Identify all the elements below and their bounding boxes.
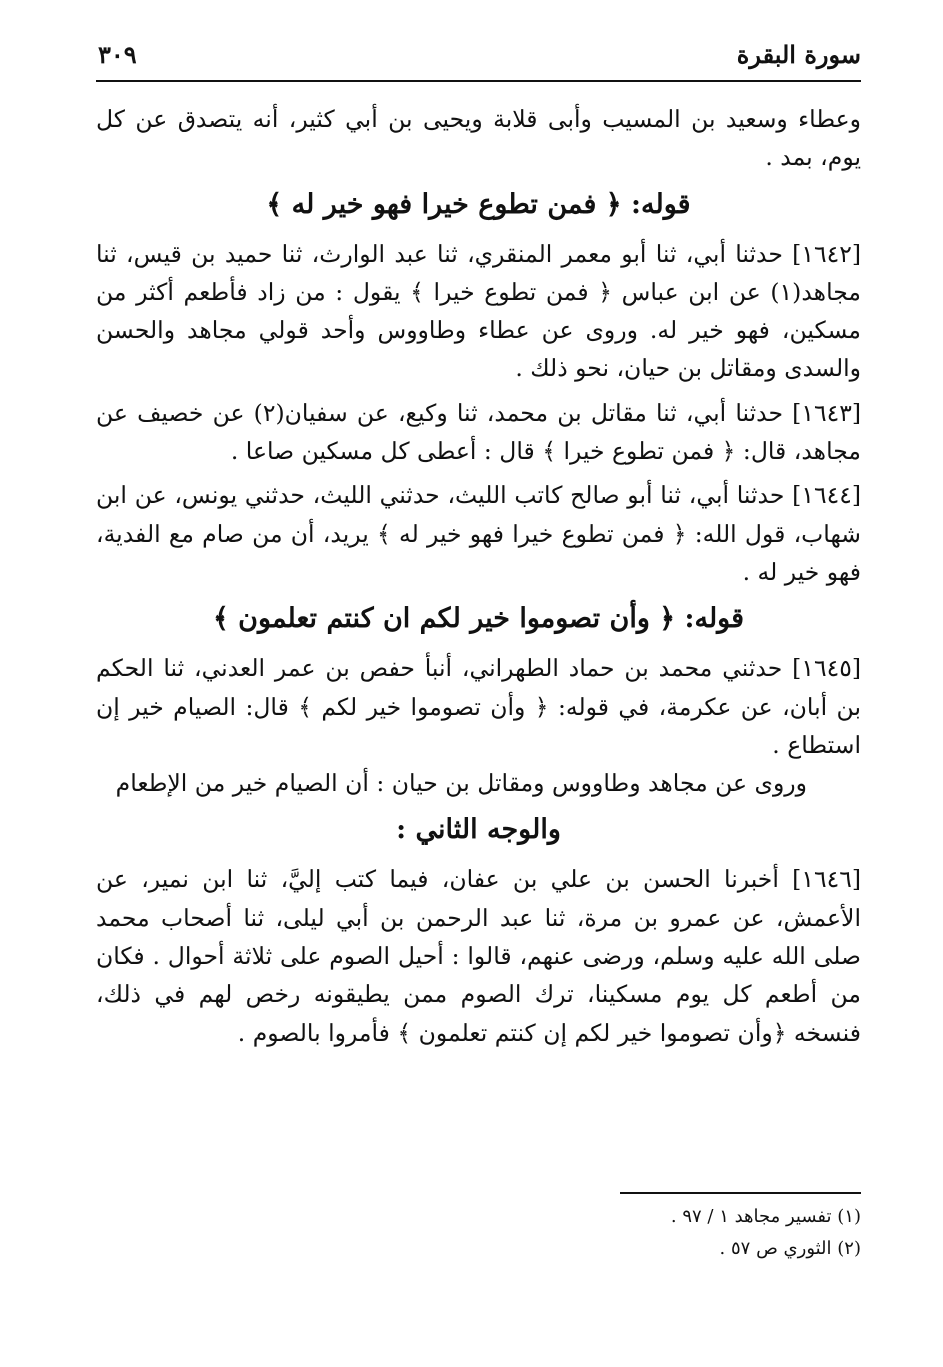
- hadith-1645: [١٦٤٥] حدثني محمد بن حماد الطهراني، أنبأ حفص بن عمر العدني، ثنا الحكم بن أبان، عن عكرمة، في قوله: ﴿ وأن تصوموا خير لكم ﴾ قال: الصيام خير إن استطاع .: [96, 654, 861, 759]
- hadith-1646: [١٦٤٦] أخبرنا الحسن بن علي بن عفان، فيما كتب إليَّ، ثنا ابن نمير، عن الأعمش، عن عمرو بن مرة، ثنا عبد الرحمن بن أبي ليلى، ثنا أصحاب محمد صلى الله عليه وسلم، ورضى عنهم، قالوا : أحيل الصوم على ثلاثة أحوال . فكان من أطعم كل يوم مسكينا، ترك الصوم ممن يطيقونه رخص لهم في ذلك، فنسخه ﴿وأن تصوموا خير لكم إن كنتم تعلمون ﴾ فأمروا بالصوم .: [96, 865, 861, 1047]
- hadith-1644: [١٦٤٤] حدثنا أبي، ثنا أبو صالح كاتب الليث، حدثني الليث، حدثني يونس، عن ابن شهاب، قول الله: ﴿ فمن تطوع خيرا فهو خير له ﴾ يريد، أن من صام مع الفدية، فهو خير له .: [96, 481, 861, 586]
- paragraph-riwaya: وروى عن مجاهد وطاووس ومقاتل بن حيان : أن الصيام خير من الإطعام: [115, 769, 807, 798]
- paragraph-intro: وعطاء وسعيد بن المسيب وأبى قلابة ويحيى بن أبي كثير، أنه يتصدق عن كل يوم، بمد .: [96, 105, 861, 172]
- footnote-1: (١) تفسير مجاهد ١ / ٩٧ .: [670, 1206, 861, 1227]
- page-header: [96, 38, 861, 78]
- heading-verse-1: قوله: ﴿ فمن تطوع خيرا فهو خير له ﴾: [266, 188, 691, 220]
- page-number: ٣٠٩: [98, 40, 137, 69]
- surah-title: سورة البقرة: [736, 40, 861, 69]
- heading-second-aspect: والوجه الثاني :: [396, 814, 561, 846]
- hadith-1642: [١٦٤٢] حدثنا أبي، ثنا أبو معمر المنقري، ثنا عبد الوارث، ثنا حميد بن قيس، ثنا مجاهد(١) عن ابن عباس ﴿ فمن تطوع خيرا ﴾ يقول : من زاد فأطعم أكثر من مسكين، فهو خير له. وروى عن عطاء وطاووس وأحد قولي مجاهد والحسن والسدى ومقاتل بن حيان، نحو ذلك .: [96, 239, 861, 383]
- footnote-rule: [620, 1192, 861, 1194]
- hadith-1643: [١٦٤٣] حدثنا أبي، ثنا مقاتل بن محمد، ثنا وكيع، عن سفيان(٢) عن خصيف عن مجاهد، قال: ﴿ فمن تطوع خيرا ﴾ قال : أعطى كل مسكين صاعا .: [96, 398, 861, 466]
- header-rule: [96, 80, 861, 82]
- page-body: [96, 100, 861, 1052]
- heading-verse-2: قوله: ﴿ وأن تصوموا خير لكم ان كنتم تعلمون ﴾: [212, 603, 745, 635]
- footnote-2: (٢) الثوري ص ٥٧ .: [719, 1238, 861, 1259]
